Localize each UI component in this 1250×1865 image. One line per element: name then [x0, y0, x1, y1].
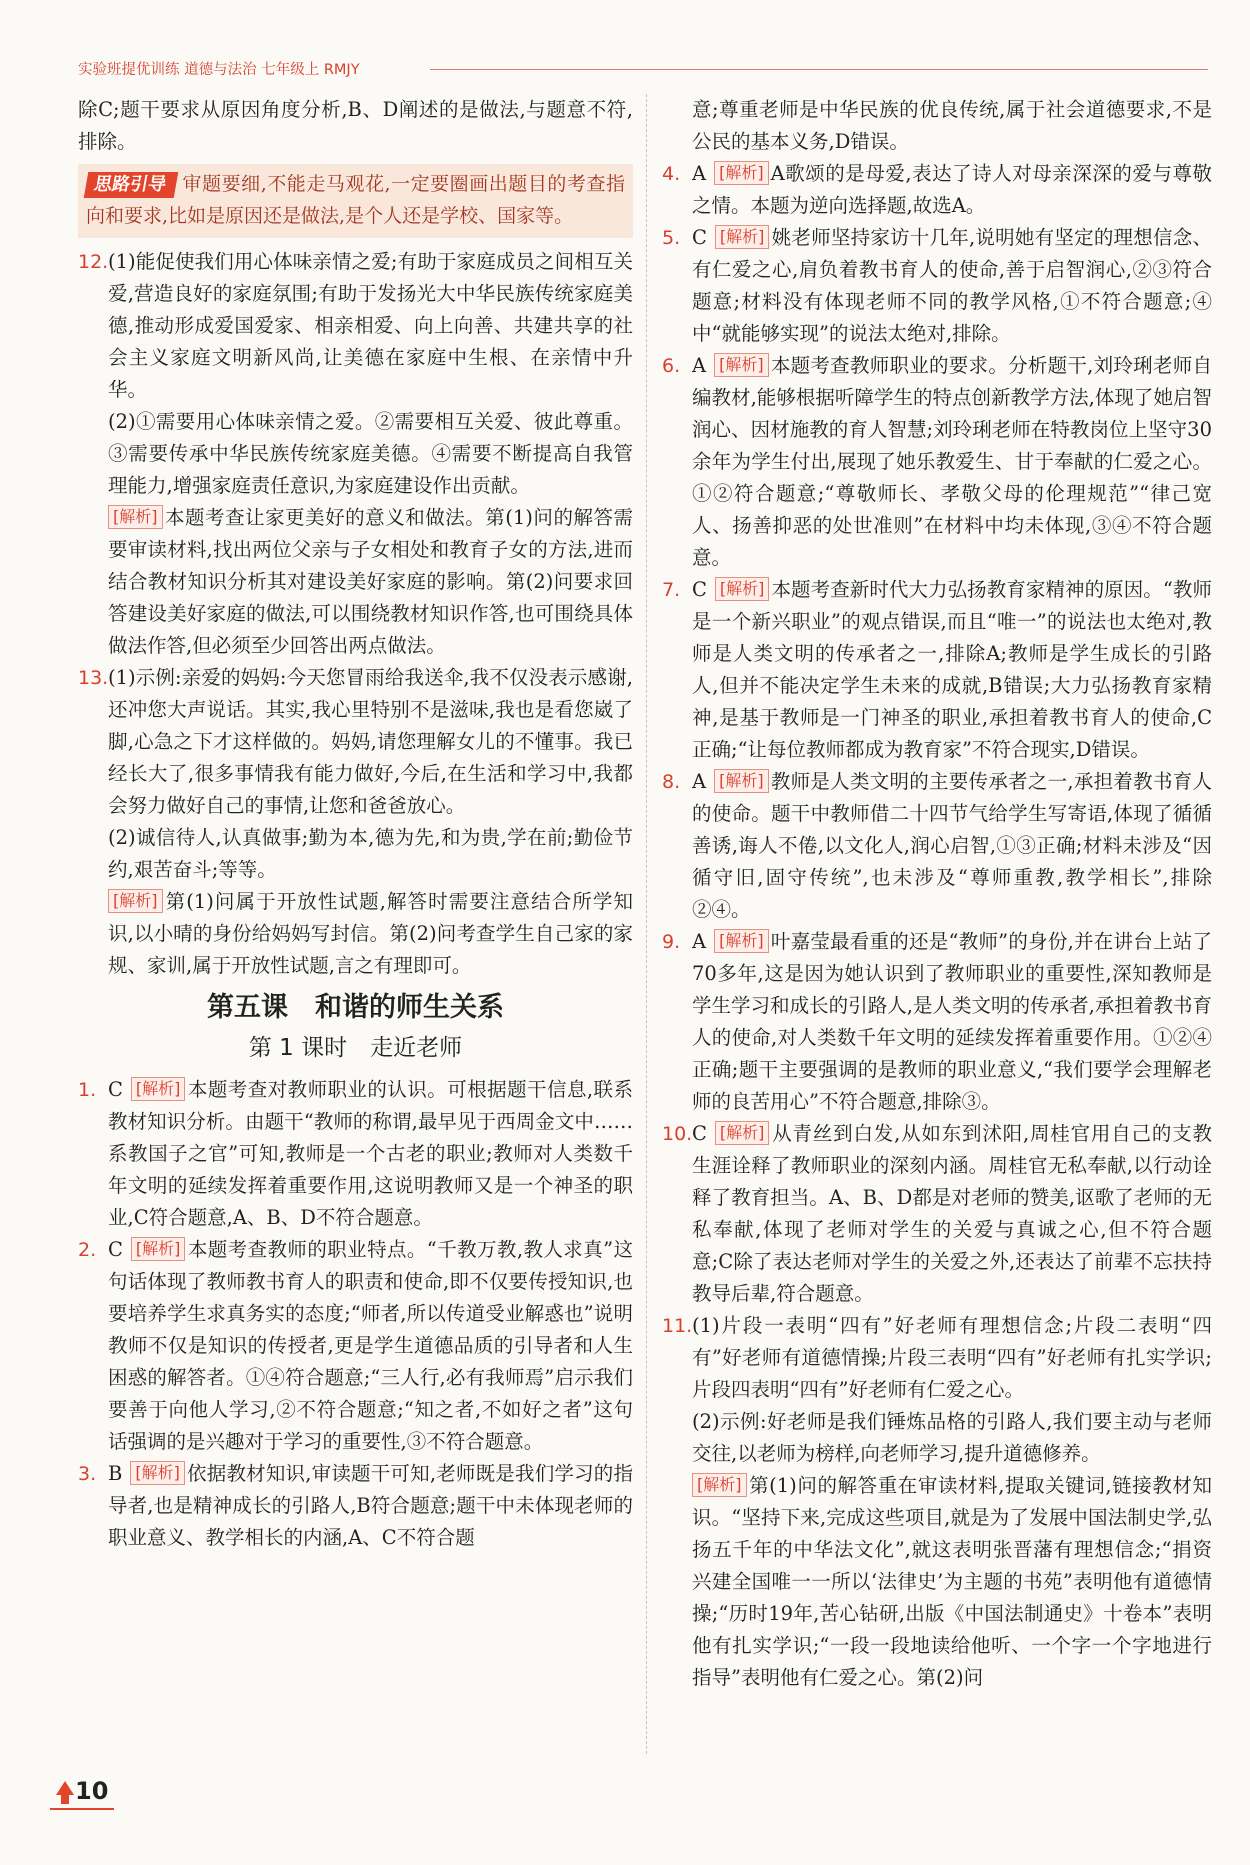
analysis-tag: [解析] [714, 161, 769, 185]
analysis-tag: [解析] [714, 929, 769, 953]
answer-part-1: (1)片段一表明“四有”好老师有理想信念;片段二表明“四有”好老师有道德情操;片段三表明“四有”好老师有扎实学识;片段四表明“四有”好老师有仁爱之心。 [692, 1314, 1212, 1401]
answer-letter: C [108, 1238, 123, 1261]
analysis-tag: [解析] [715, 577, 770, 601]
question-number: 6. [662, 355, 681, 377]
analysis-text: 从青丝到白发,从如东到沭阳,周桂官用自己的支教生涯诠释了教师职业的深刻内涵。周桂官无私奉献,以行动诠释了教育担当。A、B、D都是对老师的赞美,讴歌了老师的无私奉献,体现了老师对学生的关爱与真诚之心,但不符合题意;C除了表达老师对学生的关爱之外,还表达了前辈不忘扶持教导后辈,符合题意。 [692, 1122, 1212, 1305]
analysis-tag: [解析] [108, 889, 163, 913]
answer-letter: C [108, 1078, 123, 1101]
header-rule [430, 69, 1208, 70]
question-number: 2. [78, 1239, 97, 1261]
analysis-tag: [解析] [714, 353, 769, 377]
analysis-tag: [解析] [714, 769, 769, 793]
header-text: 实验班提优训练 道德与法治 七年级上 RMJY [78, 62, 360, 78]
left-column [78, 94, 633, 1554]
analysis-tag: [解析] [715, 225, 770, 249]
answer-letter: A [692, 770, 707, 793]
question-11 [662, 1310, 1212, 1694]
answer-part-2: (2)示例:好老师是我们锤炼品格的引路人,我们要主动与老师交往,以老师为榜样,向老师学习,提升道德修养。 [692, 1410, 1212, 1465]
analysis-tag: [解析] [715, 1121, 770, 1145]
question-4 [662, 158, 1212, 222]
analysis-tag: [解析] [131, 1077, 186, 1101]
answer-part-2: (2)诚信待人,认真做事;勤为本,德为先,和为贵,学在前;勤俭节约,艰苦奋斗;等等。 [108, 826, 633, 881]
analysis-text: A歌颂的是母爱,表达了诗人对母亲深深的爱与尊敬之情。本题为逆向选择题,故选A。 [692, 162, 1212, 217]
question-number: 3. [78, 1463, 97, 1485]
question-number: 7. [662, 579, 681, 601]
analysis-text: 本题考查教师职业的要求。分析题干,刘玲琍老师自编教材,能够根据听障学生的特点创新教学方法,体现了她启智润心、因材施教的育人智慧;刘玲琍老师在特教岗位上坚守30余年为学生付出,展现了她乐教爱生、甘于奉献的仁爱之心。①②符合题意;“尊敬师长、孝敬父母的伦理规范”“律己宽人、扬善抑恶的处世准则”在材料中均未体现,③④不符合题意。 [692, 354, 1212, 569]
question-8 [662, 766, 1212, 926]
question-number: 5. [662, 227, 681, 249]
question-3 [78, 1458, 633, 1554]
analysis: [解析] 本题考查让家更美好的意义和做法。第(1)问的解答需要审读材料,找出两位父亲与子女相处和教育子女的方法,进而结合教材知识分析其对建设美好家庭的影响。第(2)问要求回答建设美好家庭的做法,可以围绕教材知识作答,也可围绕具体做法作答,但必须至少回答出两点做法。 [108, 506, 633, 657]
right-column [662, 94, 1212, 1694]
hint-tag: 思路引导 [84, 172, 179, 198]
analysis-text: 教师是人类文明的主要传承者之一,承担着教书育人的使命。题干中教师借二十四节气给学生写寄语,体现了循循善诱,诲人不倦,以文化人,润心启智,①③正确;材料未涉及“因循守旧,固守传统”,也未涉及“尊师重教,教学相长”,排除②④。 [692, 770, 1212, 921]
analysis-text: 姚老师坚持家访十几年,说明她有坚定的理想信念、有仁爱之心,肩负着教书育人的使命,善于启智润心,②③符合题意;材料没有体现老师不同的教学风格,①不符合题意;④中“就能够实现”的说法太绝对,排除。 [692, 226, 1212, 345]
question-number: 12. [78, 251, 109, 273]
question-number: 8. [662, 771, 681, 793]
question-9 [662, 926, 1212, 1118]
analysis-tag: [解析] [130, 1461, 185, 1485]
question-number: 10. [662, 1123, 693, 1145]
answer-letter: A [692, 930, 707, 953]
answer-part-1: (1)示例:亲爱的妈妈:今天您冒雨给我送伞,我不仅没表示感谢,还冲您大声说话。其实,我心里特别不是滋味,我也是看您崴了脚,心急之下才这样做的。妈妈,请您理解女儿的不懂事。我已经长大了,很多事情我有能力做好,今后,在生活和学习中,我都会努力做好自己的事情,让您和爸爸放心。 [108, 666, 633, 817]
hint-text: 审题要细,不能走马观花,一定要圈画出题目的考查指向和要求,比如是原因还是做法,是个人还是学校、国家等。 [86, 173, 625, 227]
question-6 [662, 350, 1212, 574]
analysis-text: 本题考查对教师职业的认识。可根据题干信息,联系教材知识分析。由题干“教师的称谓,最早见于西周金文中……系教国子之官”可知,教师是一个古老的职业;教师对人类数千年文明的延续发挥着重要作用,这说明教师又是一个神圣的职业,C符合题意,A、B、D不符合题意。 [108, 1078, 633, 1229]
question-number: 9. [662, 931, 681, 953]
page-number-badge [50, 1775, 120, 1815]
question-13 [78, 662, 633, 982]
analysis-text: 本题考查新时代大力弘扬教育家精神的原因。“教师是一个新兴职业”的观点错误,而且“唯一”的说法也太绝对,教师是人类文明的传承者之一,排除A;教师是学生成长的引路人,但并不能决定学生未来的成就,B错误;大力弘扬教育家精神,是基于教师是一门神圣的职业,承担着教书育人的使命,C正确;“让每位教师都成为教育家”不符合现实,D错误。 [692, 578, 1212, 761]
analysis-text: 叶嘉莹最看重的还是“教师”的身份,并在讲台上站了70多年,这是因为她认识到了教师职业的重要性,深知教师是学生学习和成长的引路人,是人类文明的传承者,承担着教书育人的使命,对人类数千年文明的延续发挥着重要作用。①②④正确;题干主要强调的是教师的职业意义,“我们要学会理解老师的良苦用心”不符合题意,排除③。 [692, 930, 1212, 1113]
analysis-tag: [解析] [131, 1237, 186, 1261]
page-header [78, 58, 1208, 80]
question-1 [78, 1074, 633, 1234]
continued-text: 意;尊重老师是中华民族的优良传统,属于社会道德要求,不是公民的基本义务,D错误。 [692, 98, 1212, 153]
question-number: 1. [78, 1079, 97, 1101]
answer-part-1: (1)能促使我们用心体味亲情之爱;有助于家庭成员之间相互关爱,营造良好的家庭氛围;有助于发扬光大中华民族传统家庭美德,推动形成爱国爱家、相亲相爱、向上向善、共建共享的社会主义家庭文明新风尚,让美德在家庭中生根、在亲情中升华。 [108, 250, 633, 401]
continued-text: 除C;题干要求从原因角度分析,B、D阐述的是做法,与题意不符,排除。 [78, 98, 633, 153]
answer-letter: A [692, 354, 707, 377]
answer-part-2: (2)①需要用心体味亲情之爱。②需要相互关爱、彼此尊重。③需要传承中华民族传统家庭美德。④需要不断提高自我管理能力,增强家庭责任意识,为家庭建设作出贡献。 [108, 410, 633, 497]
question-12 [78, 246, 633, 662]
analysis: [解析] 第(1)问属于开放性试题,解答时需要注意结合所学知识,以小晴的身份给妈妈写封信。第(2)问考查学生自己家的家规、家训,属于开放性试题,言之有理即可。 [108, 890, 633, 977]
analysis: [解析] 第(1)问的解答重在审读材料,提取关键词,链接教材知识。“坚持下来,完成这些项目,就是为了发展中国法制史学,弘扬五千年的中华法文化”,就这表明张晋藩有理想信念;“捐资兴建全国唯一一所以‘法律史’为主题的书苑”表明他有道德情操;“历时19年,苦心钻研,出版《中国法制通史》十卷本”表明他有扎实学识;“一段一段地读给他听、一个字一个字地进行指导”表明他有仁爱之心。第(2)问 [692, 1474, 1212, 1689]
column-divider [646, 94, 647, 1754]
question-number: 11. [662, 1315, 693, 1337]
lesson-subtitle: 第 1 课时 走近老师 [248, 1035, 463, 1061]
question-7 [662, 574, 1212, 766]
answer-letter: C [692, 1122, 707, 1145]
analysis-tag: [解析] [108, 505, 163, 529]
answer-letter: C [692, 226, 707, 249]
question-5 [662, 222, 1212, 350]
question-10 [662, 1118, 1212, 1310]
analysis-tag: [解析] [692, 1473, 747, 1497]
analysis-text: 本题考查教师的职业特点。“千教万教,教人求真”这句话体现了教师教书育人的职责和使命,即不仅要传授知识,也要培养学生求真务实的态度;“师者,所以传道受业解惑也”说明教师不仅是知识的传授者,更是学生道德品质的引导者和人生困惑的解答者。①④符合题意;“三人行,必有我师焉”启示我们要善于向他人学习,②不符合题意;“知之者,不如好之者”这句话强调的是兴趣对于学习的重要性,③不符合题意。 [108, 1238, 633, 1453]
answer-letter: B [108, 1462, 123, 1485]
analysis-text: 依据教材知识,审读题干可知,老师既是我们学习的指导者,也是精神成长的引路人,B符合题意;题干中未体现老师的职业意义、教学相长的内涵,A、C不符合题 [108, 1462, 633, 1549]
page-number: 10 [75, 1777, 109, 1805]
thinking-hint-box [78, 164, 633, 238]
question-number: 13. [78, 667, 109, 689]
question-2 [78, 1234, 633, 1458]
lesson-title: 第五课 和谐的师生关系 [207, 992, 504, 1023]
arrow-up-icon [56, 1781, 74, 1795]
answer-letter: C [692, 578, 707, 601]
answer-letter: A [692, 162, 707, 185]
question-number: 4. [662, 163, 681, 185]
